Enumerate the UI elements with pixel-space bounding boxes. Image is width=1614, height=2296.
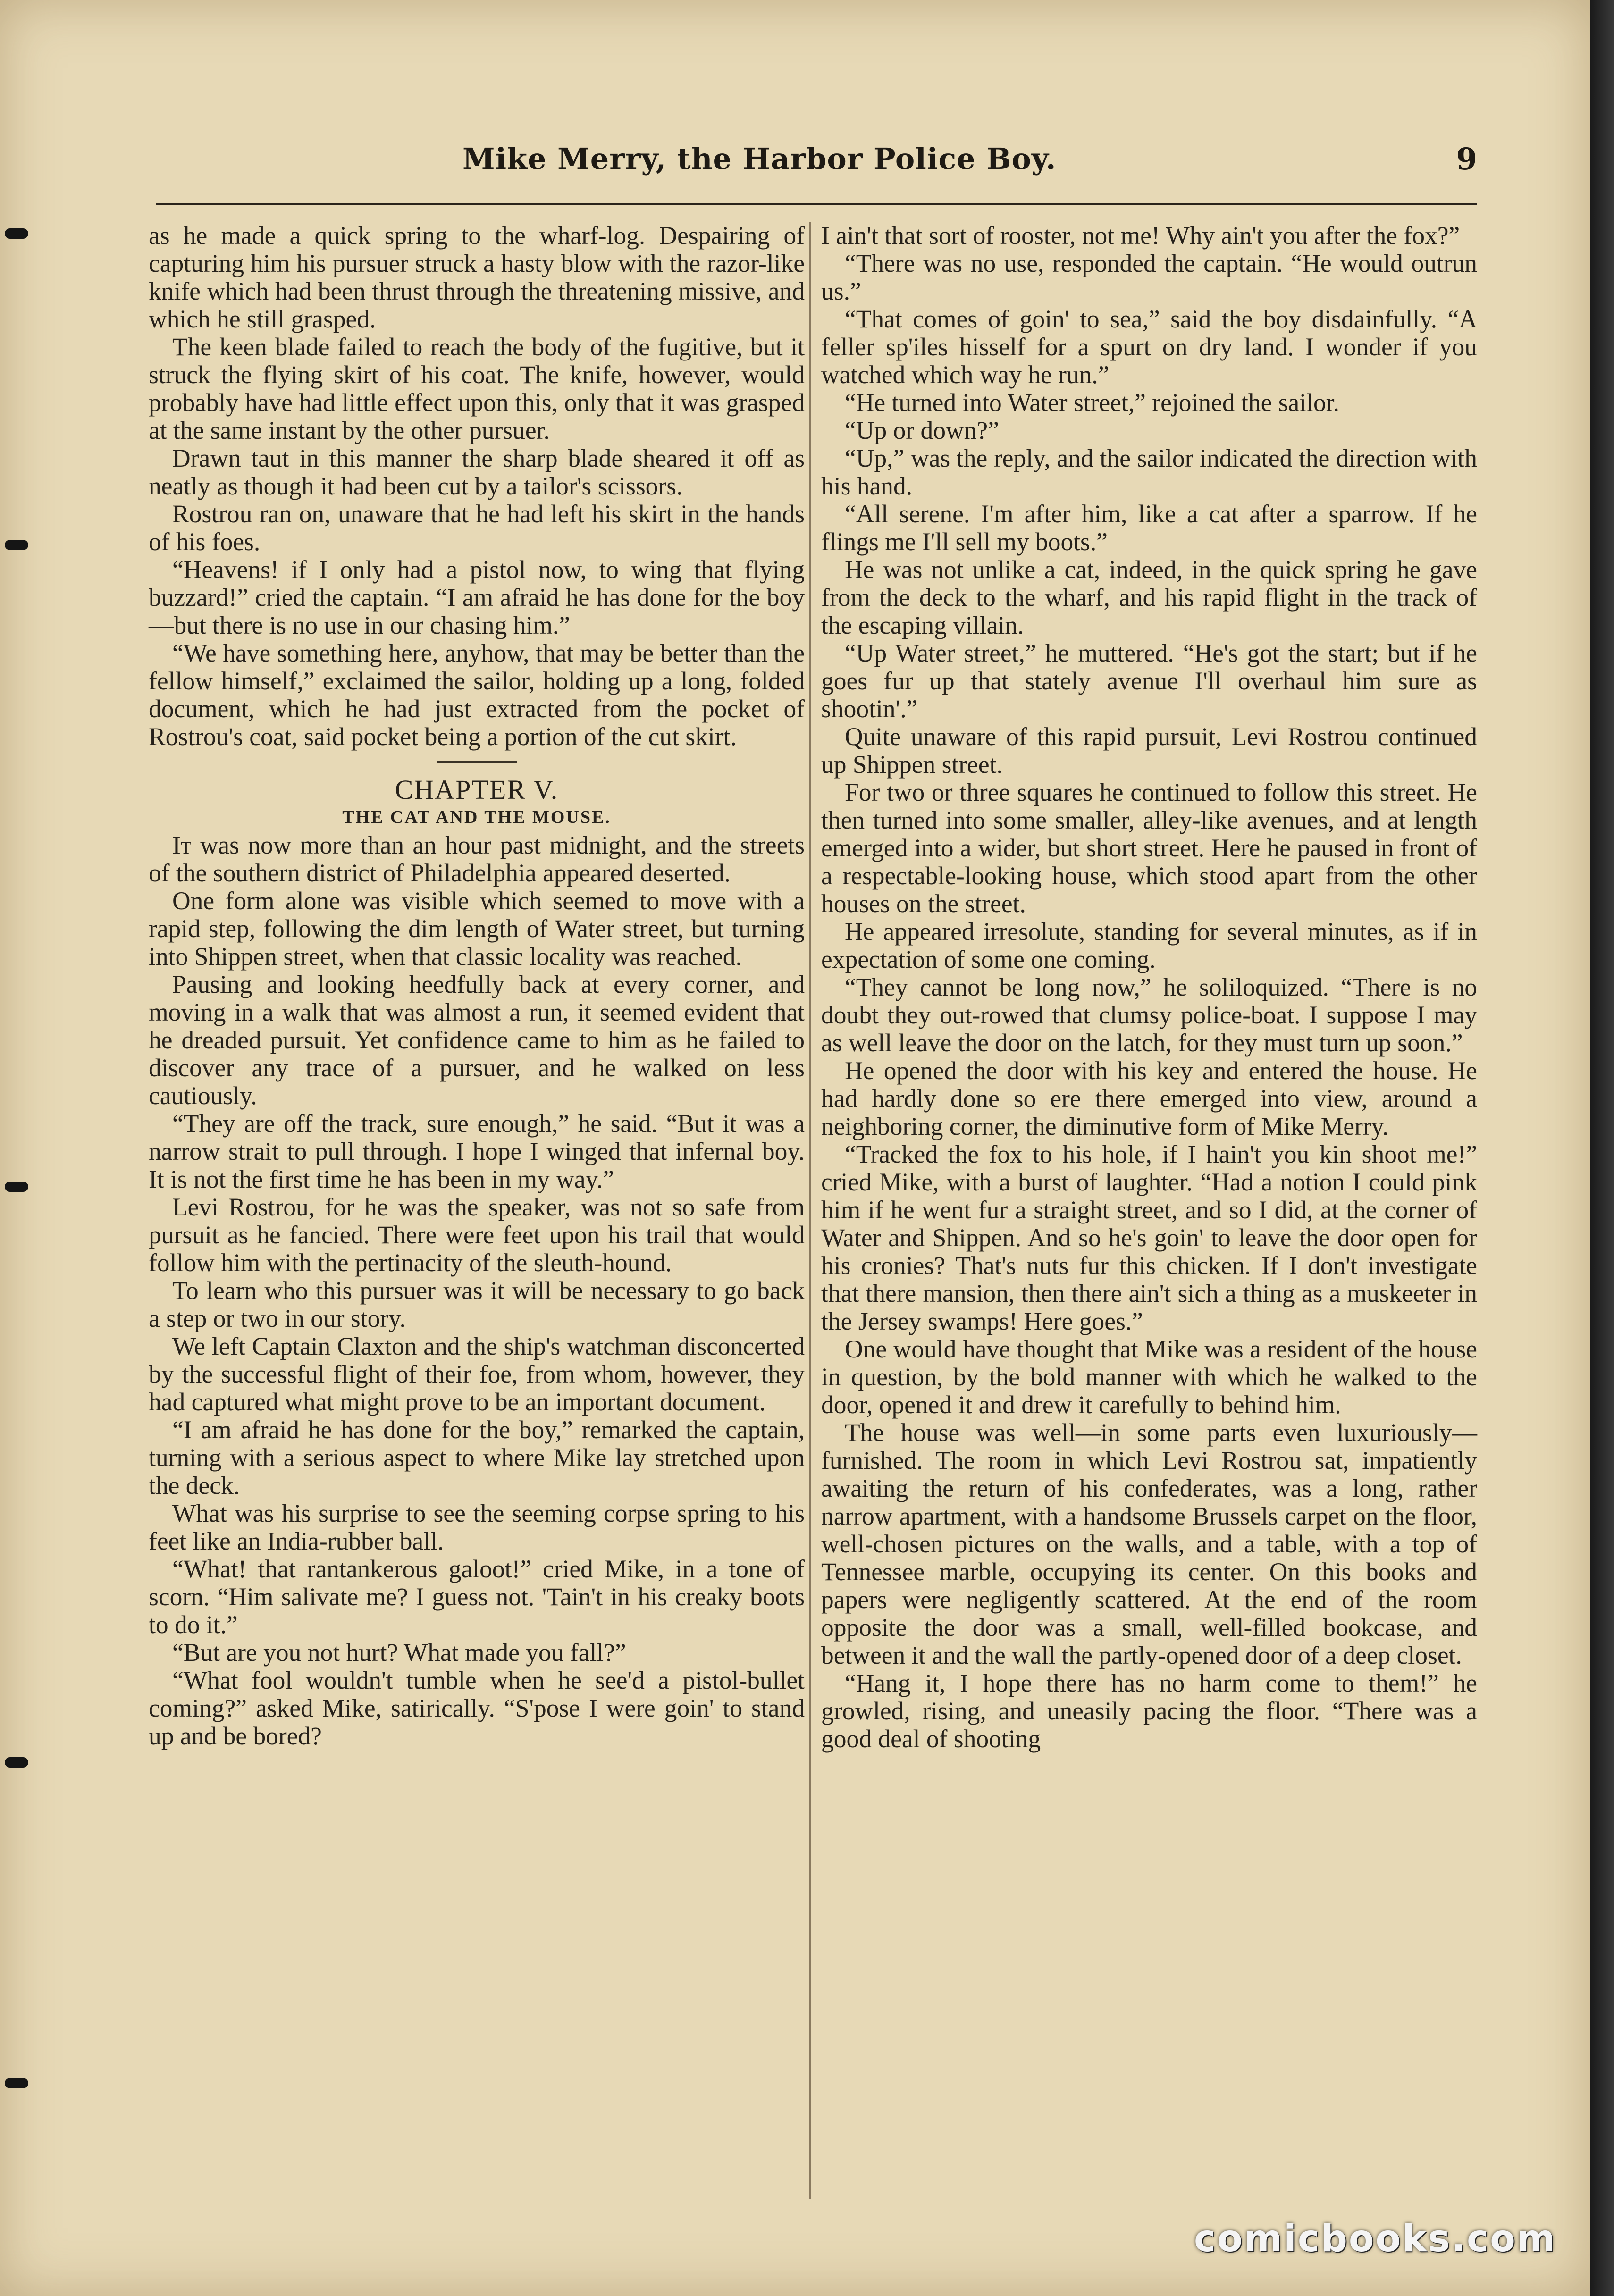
paragraph: Rostrou ran on, unaware that he had left his skirt in the hands of his foes. bbox=[149, 500, 805, 556]
paragraph: “What! that rantankerous galoot!” cried Mike, in a tone of scorn. “Him salivate me? I guess not. 'Tain't in his creaky boots to do it.” bbox=[149, 1555, 805, 1639]
page-header bbox=[156, 142, 1477, 193]
paragraph: He appeared irresolute, standing for several minutes, as if in expectation of some one coming. bbox=[821, 917, 1477, 973]
paragraph: I ain't that sort of rooster, not me! Why ain't you after the fox?” bbox=[821, 221, 1460, 250]
paragraph: He was not unlike a cat, indeed, in the quick spring he gave from the deck to the wharf, and his rapid flight in the track of the escaping villain. bbox=[821, 555, 1477, 639]
paragraph: “But are you not hurt? What made you fall?” bbox=[172, 1638, 626, 1667]
paragraph: “Up,” was the reply, and the sailor indicated the direction with his hand. bbox=[821, 444, 1477, 500]
paragraph: “Hang it, I hope there has no harm come to them!” he growled, rising, and uneasily pacing the floor. “There was a good deal of shooting bbox=[821, 1669, 1477, 1753]
paragraph: The house was well—in some parts even luxuriously—furnished. The room in which Levi Rostrou sat, impatiently awaiting the return of his confederates, was a long, rather narrow apartment, with a handsome Brussels carpet on the floor, well-chosen pictures on the walls, and a table, with a top of Tennessee marble, occupying its center. On this books and papers were negligently scattered. At the end of the room opposite the door was a small, well-filled bookcase, and between it and the wall the partly-opened door of a deep closet. bbox=[821, 1418, 1477, 1669]
paragraph: We left Captain Claxton and the ship's watchman disconcerted by the successful flight of their foe, from whom, however, they had captured what might prove to be an important document. bbox=[149, 1332, 805, 1416]
binding-stitch bbox=[0, 222, 28, 245]
header-rule bbox=[156, 203, 1477, 205]
paragraph: “Up Water street,” he muttered. “He's got the start; but if he goes fur up that stately avenue I'll overhaul him sure as shootin'.” bbox=[821, 639, 1477, 723]
page-edge bbox=[1590, 0, 1614, 2296]
paragraph: Drawn taut in this manner the sharp blade sheared it off as neatly as though it had been cut by a tailor's scissors. bbox=[149, 444, 805, 500]
right-column bbox=[821, 222, 1477, 1753]
paragraph: “What fool wouldn't tumble when he see'd a pistol-bullet coming?” asked Mike, satirically. “S'pose I were goin' to stand up and be bored? bbox=[149, 1666, 805, 1750]
paragraph: Pausing and looking heedfully back at every corner, and moving in a walk that was almost a run, it seemed evident that he dreaded pursuit. Yet confidence came to him as he failed to discover any trace of a pursuer, and he walked on less cautiously. bbox=[149, 970, 805, 1110]
paragraph: To learn who this pursuer was it will be necessary to go back a step or two in our story. bbox=[149, 1276, 805, 1332]
paragraph: “I am afraid he has done for the boy,” remarked the captain, turning with a serious aspect to where Mike lay stretched upon the deck. bbox=[149, 1416, 805, 1500]
opening-text: was now more than an hour past midnight, and the streets of the southern district of Philadelphia appeared deserted. bbox=[149, 831, 805, 887]
column-divider bbox=[809, 222, 811, 2199]
paragraph: “That comes of goin' to sea,” said the boy disdainfully. “A feller sp'iles hisself for a spurt on dry land. I wonder if you watched which way he run.” bbox=[821, 305, 1477, 389]
paragraph: He opened the door with his key and entered the house. He had hardly done so ere there emerged into view, around a neighboring corner, the diminutive form of Mike Merry. bbox=[821, 1056, 1477, 1140]
binding-stitch bbox=[0, 1175, 28, 1198]
paragraph: “All serene. I'm after him, like a cat after a sparrow. If he flings me I'll sell my boots.” bbox=[821, 500, 1477, 556]
paragraph: “Heavens! if I only had a pistol now, to wing that flying buzzard!” cried the captain. “I am afraid he has done for the boy—but there is no use in our chasing him.” bbox=[149, 555, 805, 639]
paragraph: One form alone was visible which seemed to move with a rapid step, following the dim length of Water street, but turning into Shippen street, when that classic locality was reached. bbox=[149, 887, 805, 971]
running-title: Mike Merry, the Harbor Police Boy. bbox=[462, 142, 1057, 176]
paragraph: One would have thought that Mike was a resident of the house in question, by the bold manner with which he walked to the door, opened it and drew it carefully to behind him. bbox=[821, 1335, 1477, 1419]
paragraph: “They are off the track, sure enough,” he said. “But it was a narrow strait to pull through. I hope I winged that infernal boy. It is not the first time he has been in my way.” bbox=[149, 1109, 805, 1193]
binding-stitch bbox=[0, 1751, 28, 1774]
paragraph: Quite unaware of this rapid pursuit, Levi Rostrou continued up Shippen street. bbox=[821, 722, 1477, 779]
page-number: 9 bbox=[1456, 142, 1477, 177]
binding-stitch bbox=[0, 2071, 28, 2095]
chapter-heading: CHAPTER V. bbox=[395, 774, 559, 805]
paragraph: For two or three squares he continued to follow this street. He then turned into some smaller, alley-like avenues, and at length emerged into a wider, but short street. Here he paused in front of a respectable-looking house, which stood apart from the other houses on the street. bbox=[821, 778, 1477, 918]
paragraph: The keen blade failed to reach the body of the fugitive, but it struck the flying skirt of his coat. The knife, however, would probably have had little effect upon this, only that it was grasped at the same instant by the other pursuer. bbox=[149, 333, 805, 444]
paragraph: Levi Rostrou, for he was the speaker, was not so safe from pursuit as he fancied. There were feet upon his trail that would follow him with the pertinacity of the sleuth-hound. bbox=[149, 1193, 805, 1277]
paragraph: “He turned into Water street,” rejoined the sailor. bbox=[845, 388, 1339, 417]
section-divider bbox=[437, 761, 517, 763]
paragraph: as he made a quick spring to the wharf-log. Despairing of capturing him his pursuer struck a hasty blow with the razor-like knife which had been thrust through the threatening missive, and which he still grasped. bbox=[149, 221, 805, 333]
opening-word: It bbox=[172, 831, 192, 859]
paragraph: What was his surprise to see the seeming corpse spring to his feet like an India-rubber ball. bbox=[149, 1499, 805, 1555]
paragraph: “Up or down?” bbox=[845, 416, 999, 444]
left-column bbox=[149, 222, 805, 1750]
watermark: comicbooks.com bbox=[1194, 2218, 1557, 2260]
chapter-subtitle: THE CAT AND THE MOUSE. bbox=[342, 807, 611, 827]
binding-stitch bbox=[0, 533, 28, 557]
chapter-opening-paragraph bbox=[149, 831, 805, 887]
paragraph: “Tracked the fox to his hole, if I hain't you kin shoot me!” cried Mike, with a burst of laughter. “Had a notion I could pink him if he went fur a straight street, and so I did, at the corner of Water and Shippen. And so he's goin' to leave the door open for his cronies? That's nuts fur this chicken. If I don't investigate that there mansion, then there ain't sich a thing as a muskeeter in the Jersey swamps! Here goes.” bbox=[821, 1140, 1477, 1335]
paragraph: “They cannot be long now,” he soliloquized. “There is no doubt they out-rowed that clumsy police-boat. I suppose I may as well leave the door on the latch, for they must turn up soon.” bbox=[821, 973, 1477, 1057]
paragraph: “There was no use, responded the captain. “He would outrun us.” bbox=[821, 249, 1477, 305]
paragraph: “We have something here, anyhow, that may be better than the fellow himself,” exclaimed the sailor, holding up a long, folded document, which he had just extracted from the pocket of Rostrou's coat, said pocket being a portion of the cut skirt. bbox=[149, 639, 805, 751]
